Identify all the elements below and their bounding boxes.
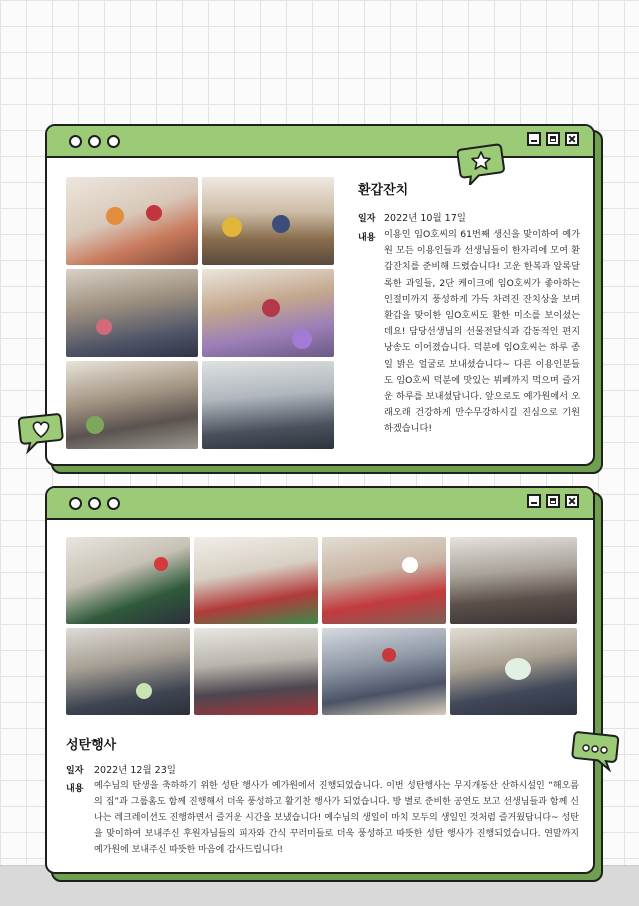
dot-icon	[88, 135, 101, 148]
photo-birthday-group	[202, 177, 334, 265]
content-label: 내용	[358, 233, 376, 243]
photo-flower-bouquet	[450, 628, 577, 715]
content-label: 내용	[66, 784, 84, 794]
dot-icon	[107, 135, 120, 148]
photo-dining-hall	[66, 269, 198, 357]
photo-garland-resident	[194, 537, 318, 624]
photo-santa-hats	[322, 537, 446, 624]
window-controls	[527, 494, 579, 508]
heart-badge-icon	[18, 412, 66, 454]
dot-icon	[69, 497, 82, 510]
date-label: 일자	[358, 214, 376, 224]
section-title: 환갑잔치	[358, 183, 409, 198]
dot-icon	[107, 497, 120, 510]
close-icon[interactable]	[565, 494, 579, 508]
event-description: 예수님의 탄생을 축하하기 위한 성탄 행사가 예가원에서 진행되었습니다. 이번 성탄행사는 무지개동산 산하시설인 “해오름의 집”과 그룹홈도 함께 진행해서 더욱 풍성하고 활기찬 행사가 되었습니다. 방 별로 준비한 공연도 보고 선생님들과 함께 신나는 레크레이션도 진행하면서 즐거운 시간을 보냈습니다! 예수님의 생일이 마치 모두의 생일인 것처럼 즐거웠답니다~ 성탄을 맞이하여 보내주신 후원자님들의 피자와 간식 꾸러미들로 더욱 풍성하고 따뜻한 성탄 행사가 진행되었습니다. 연말까지 예가원에 보내주신 따뜻한 마음에 감사드립니다!	[94, 781, 579, 855]
ellipsis-badge-icon	[571, 730, 621, 772]
window-titlebar	[47, 488, 593, 520]
photo-celebration-crowd	[66, 361, 198, 449]
maximize-icon[interactable]	[546, 132, 560, 146]
photo-christmas-tree	[66, 537, 190, 624]
window-dots	[69, 497, 120, 510]
event-description: 이용인 임O호씨의 61번째 생신을 맞이하여 예가원 모든 이용인들과 선생님들이 한자리에 모여 환갑잔치를 준비해 드렸습니다! 고운 한복과 알록달록한 과일들, 2단 케이크에 임O호씨가 좋아하는 인절미까지 풍성하게 가득 차려진 잔치상을 보며 환갑을 맞이한 임O호씨도 환한 미소를 보이셨는데요! 담당선생님의 선물전달식과 감동적인 편지 낭송도 이어졌습니다. 덕분에 임O호씨는 하루 종일 밝은 얼굴로 보내셨습니다~ 다른 이용인분들도 임O호씨 덕분에 맛있는 뷔페까지 먹으며 즐거운 하루를 보내셨답니다. 앞으로도 예가원에서 오래오래 건강하게 만수무강하시길 진심으로 기원하겠습니다!	[384, 229, 580, 435]
photo-reindeer-headband	[322, 628, 446, 715]
window-titlebar	[47, 126, 593, 158]
event-date: 2022년 12월 23일	[94, 765, 176, 776]
photo-cake-table	[202, 269, 334, 357]
date-label: 일자	[66, 766, 84, 776]
minimize-icon[interactable]	[527, 132, 541, 146]
dot-icon	[88, 497, 101, 510]
window-dots	[69, 135, 120, 148]
photo-hall-event	[450, 537, 577, 624]
star-badge-icon	[457, 143, 505, 185]
close-icon[interactable]	[565, 132, 579, 146]
section-title: 성탄행사	[66, 738, 117, 753]
event-date: 2022년 10월 17일	[384, 213, 466, 224]
minimize-icon[interactable]	[527, 494, 541, 508]
maximize-icon[interactable]	[546, 494, 560, 508]
photo-wheelchair-residents	[66, 628, 190, 715]
photo-crowd-santa	[194, 628, 318, 715]
photo-birthday-stage	[66, 177, 198, 265]
window-frame	[45, 486, 595, 874]
window-controls	[527, 132, 579, 146]
dot-icon	[69, 135, 82, 148]
photo-hall-audience	[202, 361, 334, 449]
window-frame	[45, 124, 595, 466]
